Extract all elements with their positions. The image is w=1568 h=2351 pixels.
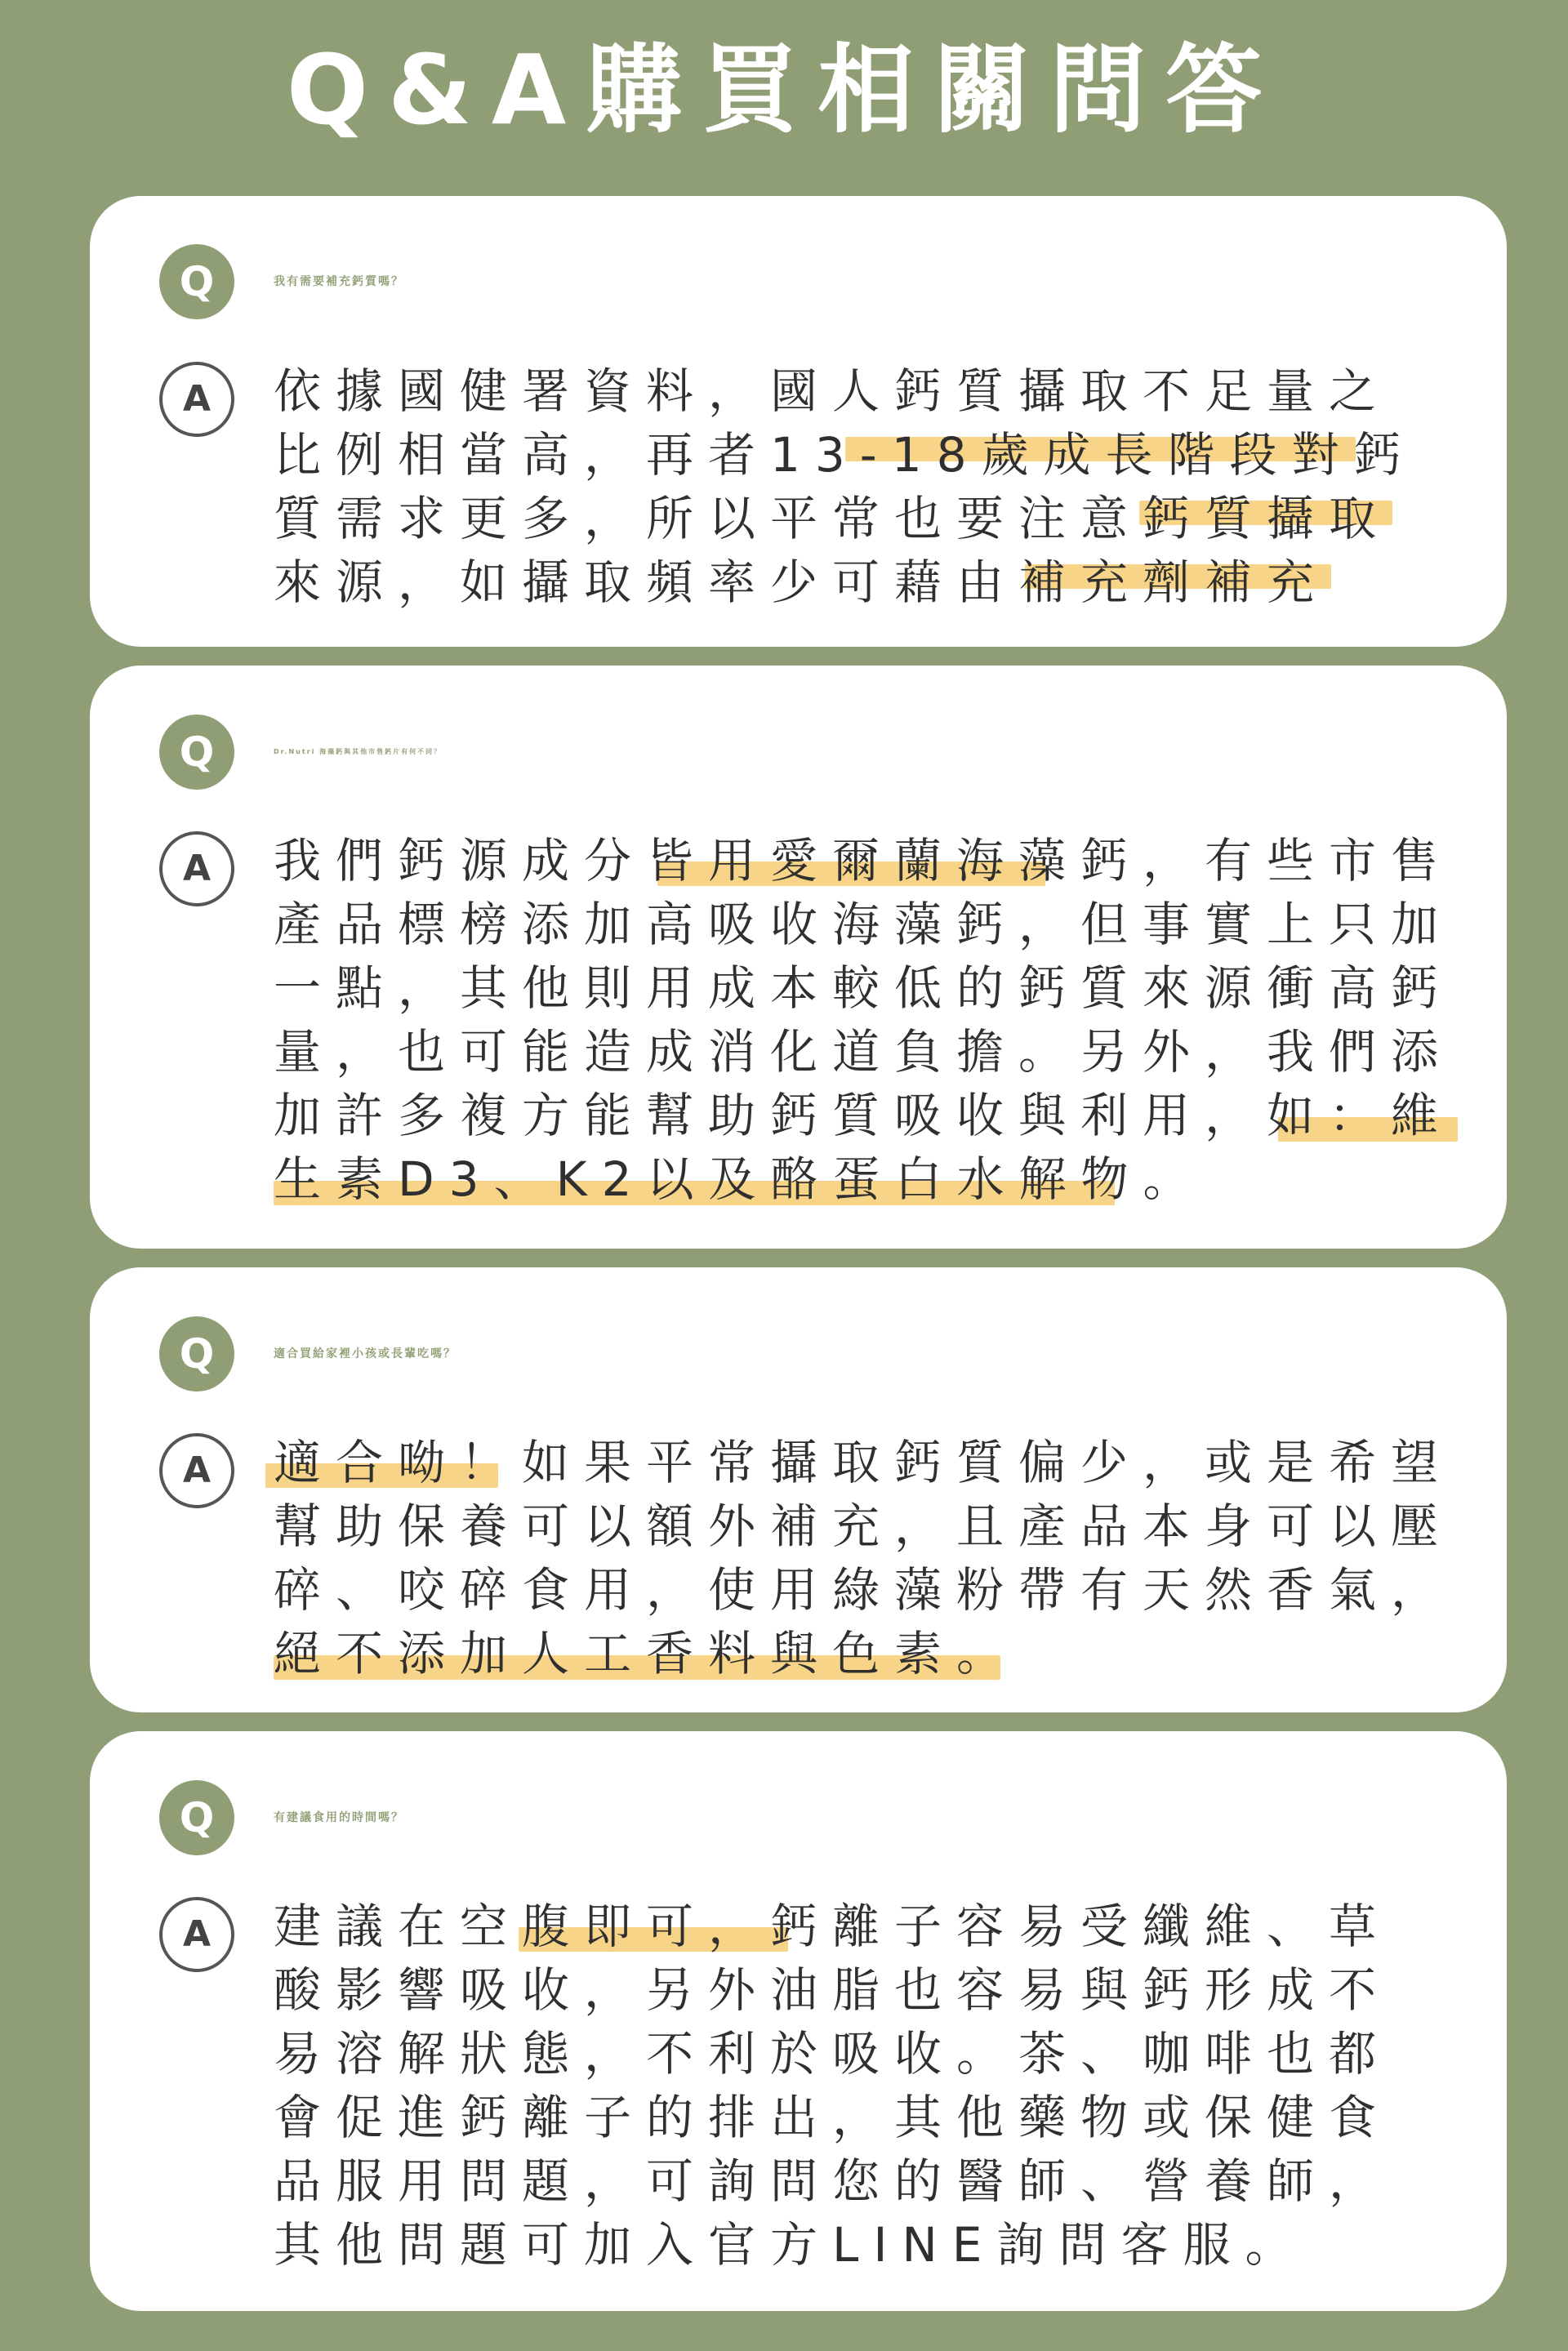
faq-card-3 xyxy=(90,1267,1507,1712)
answer-line: 一點，其他則用成本較低的鈣質來源衝高鈣 xyxy=(274,960,1454,1016)
answer-line: 其他問題可加入官方LINE詢問客服。 xyxy=(274,2217,1307,2273)
question-row xyxy=(159,711,1474,793)
question-row xyxy=(159,1777,1474,1859)
answer-block xyxy=(159,1895,1474,2286)
faq-card-2 xyxy=(90,666,1507,1249)
answer-block xyxy=(159,1431,1474,1692)
answer-line: 來源，如攝取頻率少可藉由補充劑補充 xyxy=(274,554,1330,610)
question-badge: Q xyxy=(159,1316,234,1391)
answer-line: 酸影響吸收，另外油脂也容易與鈣形成不 xyxy=(274,1962,1392,2018)
answer-block xyxy=(159,359,1474,621)
answer-block xyxy=(159,829,1474,1221)
answer-line: 質需求更多，所以平常也要注意鈣質攝取 xyxy=(274,491,1392,546)
answer-line: 會促進鈣離子的排出，其他藥物或保健食 xyxy=(274,2090,1392,2145)
answer-line: 我們鈣源成分皆用愛爾蘭海藻鈣，有些市售 xyxy=(274,833,1454,888)
question-text: 有建議食用的時間嗎？ xyxy=(274,1811,404,1824)
answer-line: 建議在空腹即可，鈣離子容易受纖維、草 xyxy=(274,1899,1392,1954)
answer-line: 加許多複方能幫助鈣質吸收與利用，如：維 xyxy=(274,1088,1454,1143)
answer-line: 量，也可能造成消化道負擔。另外，我們添 xyxy=(274,1024,1454,1080)
question-badge: Q xyxy=(159,715,234,790)
answer-badge: A xyxy=(159,831,234,906)
answer-line: 生素D3、K2以及酪蛋白水解物。 xyxy=(274,1151,1205,1207)
answer-badge: A xyxy=(159,362,234,437)
answer-line: 絕不添加人工香料與色素。 xyxy=(274,1626,1019,1681)
question-text: 適合買給家裡小孩或長輩吃嗎？ xyxy=(274,1347,457,1360)
answer-line: 比例相當高，再者13-18歲成長階段對鈣 xyxy=(274,427,1416,483)
answer-line: 幫助保養可以額外補充，且產品本身可以壓 xyxy=(274,1498,1454,1554)
answer-line: 品服用問題，可詢問您的醫師、營養師， xyxy=(274,2153,1392,2209)
question-badge: Q xyxy=(159,244,234,319)
faq-card-4 xyxy=(90,1731,1507,2311)
answer-line: 易溶解狀態，不利於吸收。茶、咖啡也都 xyxy=(274,2026,1392,2082)
answer-line: 依據國健署資料，國人鈣質攝取不足量之 xyxy=(274,363,1392,419)
question-badge: Q xyxy=(159,1780,234,1855)
question-text: 我有需要補充鈣質嗎？ xyxy=(274,275,404,288)
answer-line: 適合呦！如果平常攝取鈣質偏少，或是希望 xyxy=(274,1435,1454,1490)
answer-line: 碎、咬碎食用，使用綠藻粉帶有天然香氣， xyxy=(274,1562,1454,1618)
question-row xyxy=(159,241,1474,323)
page-title: Q&A購買相關問答 xyxy=(286,33,1282,146)
question-text: Dr.Nutri 海藻鈣與其他市售鈣片有何不同？ xyxy=(274,748,443,755)
faq-card-1 xyxy=(90,196,1507,647)
answer-badge: A xyxy=(159,1433,234,1508)
answer-badge: A xyxy=(159,1897,234,1972)
question-row xyxy=(159,1313,1474,1395)
answer-line: 產品標榜添加高吸收海藻鈣，但事實上只加 xyxy=(274,897,1454,952)
